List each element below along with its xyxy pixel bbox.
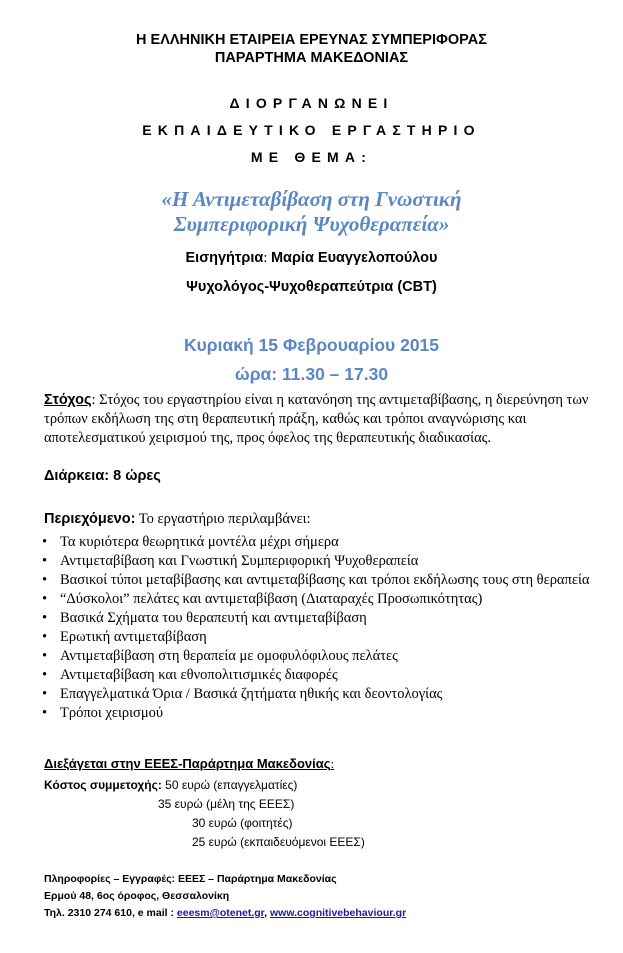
bullet-icon: • (42, 553, 48, 569)
workshop-title-line1: «Η Αντιμεταβίβαση στη Γνωστική (161, 187, 462, 211)
contents-list (42, 533, 602, 723)
list-item-text: Ερωτική αντιμεταβίβαση (60, 629, 207, 645)
organizes-heading: ΔΙΟΡΓΑΝΩΝΕΙ (229, 95, 394, 111)
contents-heading (44, 510, 604, 529)
list-item (42, 647, 602, 666)
list-item-text: Βασικοί τύποι μεταβίβασης και αντιμεταβίβασης και τρόποι εκδήλωσης τους στη θεραπεία (60, 572, 590, 588)
contact-line (44, 907, 406, 920)
event-date: Κυριακή 15 Φεβρουαρίου 2015 (183, 335, 440, 355)
contact-phone: Τηλ. 2310 274 610, e mail : (44, 907, 177, 919)
venue-colon: : (330, 756, 335, 771)
list-item-text: Τα κυριότερα θεωρητικά μοντέλα μέχρι σήμερα (60, 534, 339, 550)
bullet-icon: • (42, 591, 48, 607)
duration: Διάρκεια: 8 ώρες (44, 468, 161, 484)
bullet-icon: • (42, 686, 48, 702)
cost-trainees: 25 ευρώ (εκπαιδευόμενοι ΕΕΕΣ) (192, 835, 365, 849)
event-time: ώρα: 11.30 – 17.30 (234, 364, 389, 384)
venue-text: Διεξάγεται στην ΕΕΕΣ-Παράρτημα Μακεδονίας (44, 756, 331, 771)
org-name: Η ΕΛΛΗΝΙΚΗ ΕΤΑΙΡΕΙΑ ΕΡΕΥΝΑΣ ΣΥΜΠΕΡΙΦΟΡΑΣ (136, 32, 487, 48)
goal-paragraph (44, 391, 604, 448)
goal-label: Στόχος (44, 392, 92, 408)
speaker-separator: : (263, 250, 271, 266)
bullet-icon: • (42, 572, 48, 588)
bullet-icon: • (42, 648, 48, 664)
contents-intro: Το εργαστήριο περιλαμβάνει: (135, 511, 311, 527)
contents-label: Περιεχόμενο: (44, 511, 136, 527)
speaker-role: Ψυχολόγος-Ψυχοθεραπεύτρια (CBT) (186, 279, 437, 295)
list-item-text: Βασικά Σχήματα του θεραπευτή και αντιμεταβίβαση (60, 610, 367, 626)
list-item (42, 552, 602, 571)
list-item (42, 704, 602, 723)
bullet-icon: • (42, 667, 48, 683)
contact-address: Ερμού 48, 6ος όροφος, Θεσσαλονίκη (44, 890, 230, 902)
cost-line (44, 778, 297, 793)
topic-heading: ΜΕ ΘΕΜΑ: (250, 149, 373, 165)
list-item-text: Αντιμεταβίβαση στη θεραπεία με ομοφυλόφιλους πελάτες (60, 648, 398, 664)
list-item (42, 685, 602, 704)
cost-label: Κόστος συμμετοχής: (44, 778, 162, 792)
cost-members: 35 ευρώ (μέλη της ΕΕΕΣ) (158, 797, 295, 811)
workshop-title-line2: Συμπεριφορική Ψυχοθεραπεία» (173, 212, 450, 236)
list-item (42, 533, 602, 552)
list-item-text: Αντιμεταβίβαση και Γνωστική Συμπεριφορική Ψυχοθεραπεία (60, 553, 419, 569)
bullet-icon: • (42, 629, 48, 645)
cost-professionals: 50 ευρώ (επαγγελματίες) (161, 778, 298, 792)
speaker-name: Μαρία Ευαγγελοπούλου (270, 250, 438, 266)
list-item (42, 666, 602, 685)
goal-text: : Στόχος του εργαστηρίου είναι η κατανόηση της αντιμεταβίβασης, η διερεύνηση των τρόπων εκδήλωση της στη θεραπευτική πράξη, καθώς και τρόποι αναγνώρισης και αποτελεσματικού χειρισμού της, προς όφελος της θεραπευτικής διαδικασίας. (44, 392, 589, 446)
bullet-icon: • (42, 705, 48, 721)
venue-line (44, 754, 604, 773)
list-item-text: Επαγγελματικά Όρια / Βασικά ζητήματα ηθικής και δεοντολογίας (60, 686, 443, 702)
cost-students: 30 ευρώ (φοιτητές) (192, 816, 293, 830)
contact-info-heading: Πληροφορίες – Εγγραφές: ΕΕΕΣ – Παράρτημα Μακεδονίας (44, 873, 337, 885)
list-item-text: Αντιμεταβίβαση και εθνοπολιτισμικές διαφορές (60, 667, 338, 683)
bullet-icon: • (42, 610, 48, 626)
contact-separator: , (264, 907, 271, 919)
website-link[interactable]: www.cognitivebehaviour.gr (270, 907, 407, 919)
speaker-label: Εισηγήτρια (185, 250, 264, 266)
org-branch: ΠΑΡΑΡΤΗΜΑ ΜΑΚΕΔΟΝΙΑΣ (214, 50, 409, 66)
list-item (42, 609, 602, 628)
list-item (42, 628, 602, 647)
email-link[interactable]: eeesm@otenet.gr (176, 907, 265, 919)
list-item-text: “Δύσκολοι” πελάτες και αντιμεταβίβαση (Διαταραχές Προσωπικότητας) (60, 591, 483, 607)
list-item (42, 571, 602, 590)
list-item (42, 590, 602, 609)
list-item-text: Τρόποι χειρισμού (60, 705, 164, 721)
workshop-heading: ΕΚΠΑΙΔΕΥΤΙΚΟ ΕΡΓΑΣΤΗΡΙΟ (142, 122, 481, 138)
speaker-line (0, 250, 623, 267)
bullet-icon: • (42, 534, 48, 550)
